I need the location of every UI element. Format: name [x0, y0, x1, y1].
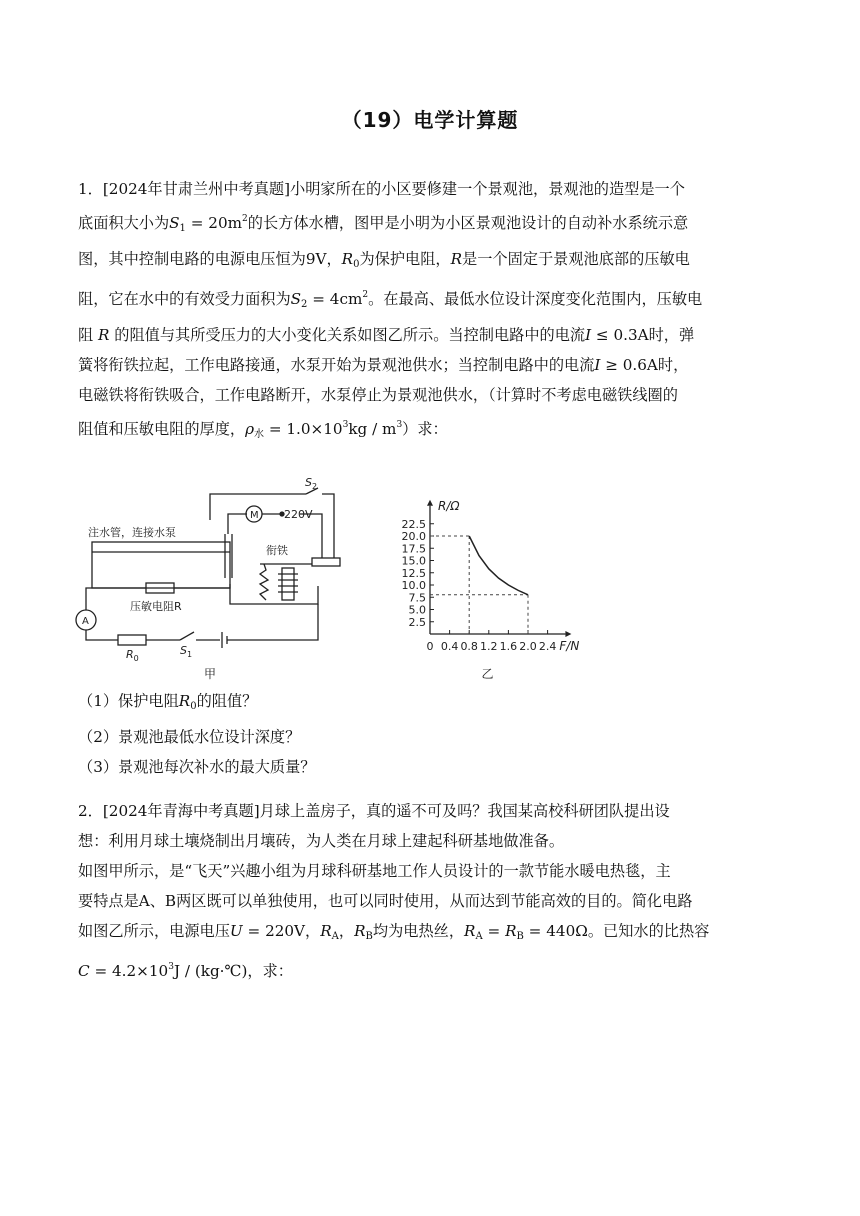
x-axis-arrow	[565, 631, 571, 637]
formula-value: = 4cm	[307, 290, 363, 308]
x-tick-label: 1.2	[480, 640, 498, 653]
formula-sub: 水	[254, 429, 264, 440]
q1-line-2	[78, 204, 786, 244]
formula-ra: R	[320, 922, 332, 940]
formula-ra: R	[464, 922, 476, 940]
formula-rb: R	[505, 922, 517, 940]
q1-line-8	[78, 410, 786, 450]
wire	[86, 630, 118, 640]
y-tick-label: 20.0	[401, 530, 426, 543]
formula-r0: R	[341, 250, 354, 268]
x-axis-label: F/N	[559, 639, 580, 653]
formula-sub: 1	[179, 223, 186, 234]
contact-block	[312, 558, 340, 566]
switch-s1-blade	[180, 632, 194, 640]
formula-rho: ρ	[245, 420, 254, 438]
label-s1: $S_1$	[180, 644, 193, 659]
q1-text: 时，	[657, 356, 689, 374]
q2-text: 。已知水的比热容	[587, 922, 710, 940]
wire	[310, 586, 318, 604]
q1-text: 底面积大小为	[78, 214, 170, 232]
q2-line-6	[78, 952, 786, 986]
formula-c: C	[78, 962, 90, 980]
y-tick-label: 10.0	[401, 579, 426, 592]
label-sensor: 压敏电阻R	[130, 600, 182, 613]
formula-value: = 1.0×10	[264, 420, 343, 438]
formula-rb: R	[354, 922, 366, 940]
q2-line-1: 2．[2024年青海中考真题]月球上盖房子，真的遥不可及吗？我国某高校科研团队提出设	[78, 802, 670, 820]
q1-text: 时，弹	[648, 326, 695, 344]
subquestion-1	[78, 686, 786, 722]
formula-i: I	[594, 356, 601, 374]
q1-line-1: 1．[2024年甘肃兰州中考真题]小明家所在的小区要修建一个景观池，景观池的造型是一个	[78, 180, 685, 198]
data-curve	[469, 536, 528, 595]
resistor-r0	[118, 635, 146, 645]
formula-value: = 4.2×10	[89, 962, 169, 980]
formula-unit: kg / m	[348, 420, 397, 438]
q1-text: ）求：	[402, 420, 448, 438]
q1-text: 图，其中控制电路的电源电压恒为9V，	[78, 250, 342, 268]
q1-text: 为保护电阻，	[359, 250, 451, 268]
formula-sup: 3	[342, 420, 349, 430]
label-ammeter: A	[82, 616, 89, 627]
question-2-text	[78, 796, 786, 986]
formula-sup: 3	[396, 420, 403, 430]
formula-value: ≥ 0.6A	[600, 356, 658, 374]
y-tick-label: 12.5	[401, 566, 426, 580]
formula-unit: J / (kg·℃)	[173, 962, 248, 980]
x-tick-label: 0.4	[440, 640, 459, 653]
caption-jia: 甲	[204, 667, 217, 681]
formula-sub: A	[475, 931, 483, 942]
label-motor: M	[250, 510, 259, 521]
formula-r: R	[450, 250, 463, 268]
x-tick-label: 2.4	[538, 640, 557, 653]
y-axis-label: R/Ω	[438, 498, 460, 513]
q2-text: ，	[338, 922, 355, 940]
formula-sup: 2	[362, 290, 369, 300]
label-armature: 衔铁	[266, 544, 288, 557]
spring	[260, 564, 268, 600]
x-tick-label: 0	[426, 640, 434, 653]
q2-line-5	[78, 916, 786, 952]
x-tick-label: 0.8	[460, 640, 478, 653]
q2-text: 如图乙所示，电源电压	[78, 922, 230, 940]
label-s2: $S_2$	[305, 476, 318, 491]
pool-tank	[92, 542, 230, 588]
formula-sub: 0	[353, 259, 360, 270]
question-1-text	[78, 174, 786, 450]
label-r0: $R_0$	[126, 648, 139, 663]
q1-text: 阻，它在水中的有效受力面积为	[78, 290, 291, 308]
q1-line-3	[78, 244, 786, 280]
wire	[227, 604, 318, 640]
q1-line-5	[78, 320, 786, 350]
formula-value: = 220V	[242, 922, 306, 940]
y-tick-label: 5.0	[408, 603, 426, 617]
formula-r: R	[93, 326, 115, 344]
q2-line-2: 想：利用月球土壤烧制出月壤砖，为人类在月球上建起科研基地做准备。	[78, 832, 564, 850]
q1-text: 簧将衔铁拉起，工作电路接通，水泵开始为景观池供水；当控制电路中的电流	[78, 356, 595, 374]
q1-text: 阻	[78, 326, 94, 344]
y-tick-label: 2.5	[408, 615, 426, 629]
formula-sub: B	[365, 931, 373, 942]
y-axis-arrow	[427, 500, 433, 506]
subquestion-text: （1）保护电阻	[78, 692, 179, 710]
q2-line-4: 要特点是A、B两区既可以单独使用，也可以同时使用，从而达到节能高效的目的。简化电路	[78, 892, 693, 910]
x-tick-label: 2.0	[519, 640, 537, 653]
resistance-force-chart	[402, 499, 580, 681]
subquestion-2: （2）景观池最低水位设计深度？	[78, 728, 301, 746]
q1-text: 。在最高、最低水位设计深度变化范围内，压敏电	[368, 290, 703, 308]
subquestion-text: 的阻值？	[196, 692, 258, 710]
label-voltage: 220V	[284, 508, 313, 521]
figure-row	[70, 474, 650, 684]
q1-text: 是一个固定于景观池底部的压敏电	[462, 250, 690, 268]
y-tick-label: 22.5	[401, 517, 426, 531]
q1-text: 的长方体水槽，图甲是小明为小区景观池设计的自动补水系统示意	[247, 214, 689, 232]
wire	[228, 514, 247, 534]
q2-text: ，	[305, 922, 321, 940]
y-tick-label: 15.0	[401, 554, 426, 568]
q2-text: ，求：	[247, 962, 293, 980]
formula-sup: 3	[168, 962, 174, 972]
formula-r0: R	[178, 692, 191, 710]
y-tick-label: 7.5	[408, 591, 426, 605]
formula-sub: A	[331, 931, 339, 942]
formula-u: U	[229, 922, 243, 940]
subquestion-3: （3）景观池每次补水的最大质量？	[78, 758, 316, 776]
figures-svg	[70, 474, 650, 684]
q1-text: 阻值和压敏电阻的厚度，	[78, 420, 246, 438]
formula-sup: 2	[242, 214, 248, 224]
formula-value: =	[482, 922, 506, 940]
formula-value: = 440Ω	[523, 922, 588, 940]
q1-subquestions	[78, 686, 786, 782]
wire	[322, 494, 334, 558]
formula-sub: 0	[190, 701, 197, 712]
q2-line-3: 如图甲所示，是“飞天”兴趣小组为月球科研基地工作人员设计的一款节能水暖电热毯，主	[78, 862, 671, 880]
q2-text: 均为电热丝，	[372, 922, 464, 940]
electromagnet-core	[282, 568, 294, 600]
x-tick-label: 1.6	[499, 640, 518, 653]
formula-sub: 2	[301, 299, 308, 310]
formula-value: ≤ 0.3A	[591, 326, 649, 344]
y-tick-label: 17.5	[401, 542, 426, 556]
wire	[86, 588, 92, 610]
formula-s2: S	[290, 290, 302, 308]
page-title: （19）电学计算题	[341, 108, 519, 132]
q1-text: 的阻值与其所受压力的大小变化关系如图乙所示。当控制电路中的电流	[114, 326, 586, 344]
formula-i: I	[585, 326, 592, 344]
q1-line-7: 电磁铁将衔铁吸合，工作电路断开，水泵停止为景观池供水，（计算时不考虑电磁铁线圈的	[78, 386, 678, 404]
formula-value: = 20m	[185, 214, 243, 232]
formula-s1: S	[169, 214, 180, 232]
caption-yi: 乙	[481, 667, 494, 681]
wire	[230, 584, 250, 604]
label-pipe: 注水管，连接水泵	[88, 526, 176, 539]
q1-line-6	[78, 350, 786, 380]
q1-line-4	[78, 280, 786, 320]
formula-sub: B	[516, 931, 524, 942]
